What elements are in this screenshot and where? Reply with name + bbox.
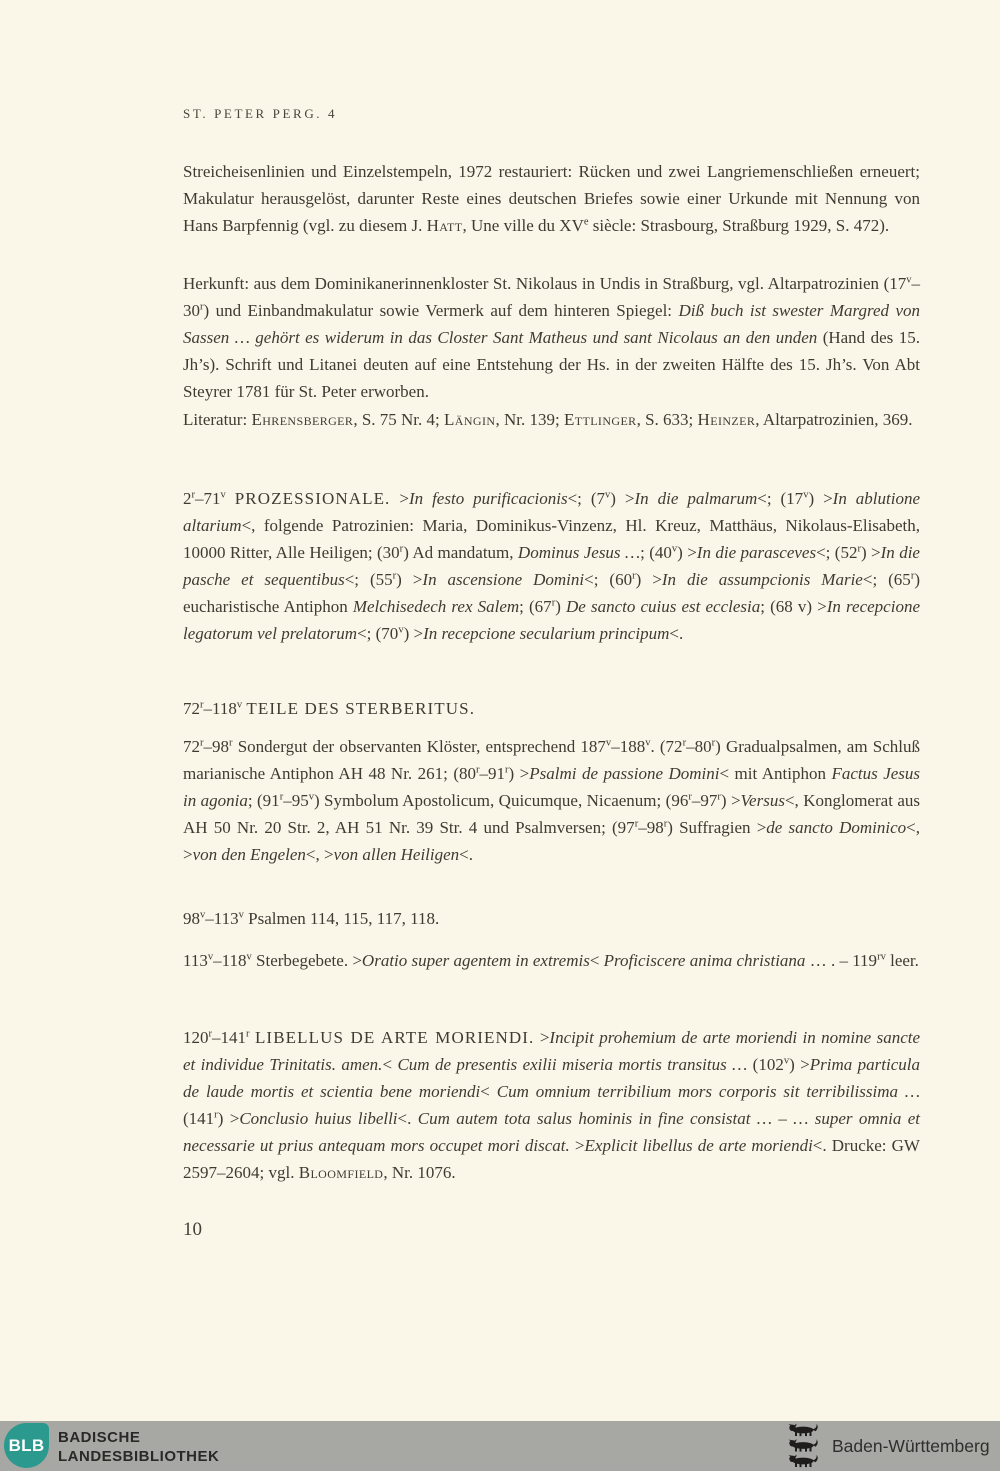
paragraph-literature: Literatur: Ehrensberger, S. 75 Nr. 4; Längin, Nr. 139; Ettlinger, S. 633; Heinzer, Altarpatrozinien, 369. [183,410,913,429]
page-number: 10 [183,1219,202,1240]
paragraph-binding: Streicheisenlinien und Einzelstempeln, 1972 restauriert: Rücken und zwei Langriemenschließen erneuert; Makulatur herausgelöst, darunter Reste eines deutschen Briefes sowie einer Urkunde mit Nennung von Hans Barpfennig (vgl. zu diesem J. Hatt, Une ville du XVe siècle: Strasbourg, Straßburg 1929, S. 472). [183,162,920,235]
library-name-line1: BADISCHE [58,1429,141,1446]
paragraph-libellus: 120$^r$–141$^r$ LIBELLUS DE ARTE MORIENDI. >Incipit prohemium de arte moriendi in nomine sancte et individue Trinitatis. amen.< Cum de presentis exilii miseria mortis transitus … $(102^v)$ >Prima particula de laude mortis et scientia bene moriendi< Cum omnium terribilium mors corporis sit terribilissima … $(141^r)$ >Conclusio huius libelli<. Cum autem tota salus hominis in fine consistat … – … super omnia et necessarie ut prius antequam mors occupet mori discat. >Explicit libellus de arte moriendi<. Drucke: GW 2597–2604; vgl. Bloomfield, Nr. 1076. [183,1028,921,1182]
blb-logo [4,1423,49,1468]
running-head: ST. PETER PERG. 4 [183,106,338,121]
footer-bar [0,1421,1000,1471]
paragraph-provenance: Herkunft: aus dem Dominikanerinnenkloster St. Nikolaus in Undis in Straßburg, vgl. Altarpatrozinien (17$^v$–30$^r$) und Einbandmakulatur sowie Vermerk auf dem hinteren Spiegel: Diß buch ist swester Margred von Sassen … gehört es widerum in das Closter Sant Matheus und sant Nicolaus an den unden (Hand des 15. Jh’s). Schrift und Litanei deuten auf eine Entstehung der Hs. in der zweiten Hälfte des 15. Jh’s. Von Abt Steyrer 1781 für St. Peter erworben. [183,274,920,401]
library-name-line2: LANDESBIBLIOTHEK [58,1448,220,1465]
heading-sterberitus: 72$^r$–118$^v$ TEILE DES STERBERITUS. [183,699,476,718]
paragraph-sondergut: 72$^r$–98$^r$ Sondergut der observanten Klöster, entsprechend 187$^v$–188$^v$. (72$^r$–80$^r$) Gradualpsalmen, am Schluß marianische Antiphon AH 48 Nr. 261; $(80^r-91^r)$ >Psalmi de passione Domini< mit Antiphon Factus Jesus in agonia; (91$^r$–95$^v$) Symbolum Apostolicum, Quicumque, Nicaenum; $(96^r-97^r)$ >Versus<, Konglomerat aus AH 50 Nr. 20 Str. 2, AH 51 Nr. 39 Str. 4 und Psalmversen; (97$^r$–98$^r$) Suffragien >de sancto Dominico<, >von den Engelen<, >von allen Heiligen<. [183,737,921,864]
state-brand [788,1421,990,1471]
library-name [58,1428,219,1466]
blb-logo-text: BLB [8,1435,45,1455]
paragraph-prozessionale: 2$^r$–71$^v$ PROZESSIONALE. >In festo purificacionis<; $(7^v) >In$ die palmarum<; $(17^v) >In$ ablutione altarium<, folgende Patrozinien: Maria, Dominikus-Vinzenz, Hl. Kreuz, Matthäus, Nikolaus-Elisabeth, 10000 Ritter, Alle Heiligen; (30$^r$) Ad mandatum, Dominus Jesus …; $(40^v) >In$ die parasceves<; $(52^r) >In$ die pasche et sequentibus<; $(55^r) >In$ ascensione Domini<; $(60^r) >In$ die assumpcionis Marie<; (65$^r$) eucharistische Antiphon Melchisedech rex Salem; (67$^r$) De sancto cuius est ecclesia; (68 v) >In recepcione legatorum vel prelatorum<; $(70^v) >In$ recepcione secularium principum<. [183,489,921,643]
paragraph-sterbegebete: 113$^v$–118$^v$ Sterbegebete. >Oratio super agentem in extremis< Proficiscere anima christiana … . – $119^{rv}$ leer. [183,951,919,970]
baden-wuerttemberg-coat-of-arms-icon [788,1423,820,1469]
state-name: Baden-Württemberg [832,1435,990,1456]
paragraph-psalmen: 98$^v$–113$^v$ Psalmen 114, 115, 117, 118. [183,909,440,928]
